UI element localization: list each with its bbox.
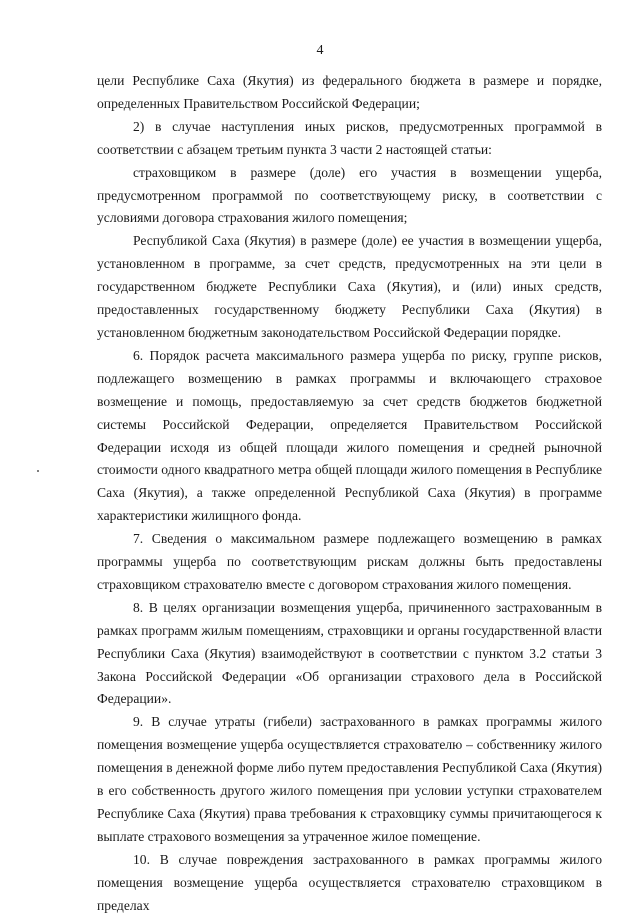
scan-speck — [37, 470, 39, 472]
paragraph-continuation: цели Республике Саха (Якутия) из федерального бюджета в размере и порядке, определенных Правительством Российской Федерации; — [97, 73, 602, 111]
paragraph-insurer-share: страховщиком в размере (доле) его участия в возмещении ущерба, предусмотренном программой по соответствующему риску, в соответствии с условиями договора страхования жилого помещения; — [97, 164, 602, 226]
paragraph-7: 7. Сведения о максимальном размере подлежащего возмещению в рамках программы ущерба по соответствующим рискам должны быть предоставлены страховщиком страхователю вместе с договором страхования жилого помещения. — [97, 531, 602, 592]
paragraph-10: 10. В случае повреждения застрахованного в рамках программы жилого помещения возмещение ущерба осуществляется страхователю страховщиком в пределах — [97, 851, 602, 913]
paragraph-8: 8. В целях организации возмещения ущерба, причиненного застрахованным в рамках программ жилым помещениям, страховщики и органы государственной власти Республики Саха (Якутия) взаимодействуют в соответствии с пунктом 3.2 статьи 3 Закона Российской Федерации «Об организации страхового дела в Российской Федерации». — [97, 599, 602, 707]
page-number: 4 — [316, 43, 324, 58]
paragraph-republic-share: Республикой Саха (Якутия) в размере (доле) ее участия в возмещении ущерба, установленном в программе, за счет средств, предусмотренных на эти цели в государственном бюджете Республики Саха (Якутия), и (или) иных средств, предоставленных государственному бюджету Республики Саха (Якутия) в установленном бюджетным законодательством Российской Федерации порядке. — [97, 233, 602, 340]
paragraph-6: 6. Порядок расчета максимального размера ущерба по риску, группе рисков, подлежащего возмещению в рамках программы и включающего страховое возмещение и помощь, предоставляемую за счет средств бюджетов бюджетной системы Российской Федерации, определяется Правительством Российской Федерации исходя из общей площади жилого помещения и средней рыночной стоимости одного квадратного метра общей площади жилого помещения в Республике Саха (Якутия), а также определенной Республикой Саха (Якутия) в программе характеристики жилищного фонда. — [97, 347, 602, 524]
paragraph-item-2: 2) в случае наступления иных рисков, предусмотренных программой в соответствии с абзацем третьим пункта 3 части 2 настоящей статьи: — [97, 118, 602, 157]
document-body — [97, 70, 602, 918]
paragraph-9: 9. В случае утраты (гибели) застрахованного в рамках программы жилого помещения возмещение ущерба осуществляется страхователю – собственнику жилого помещения в денежной форме либо путем предоставления Республикой Саха (Якутия) в его собственность другого жилого помещения при условии уступки страхователем Республике Саха (Якутия) права требования к страховщику суммы причитающегося к выплате страхового возмещения за утраченное жилое помещение. — [97, 714, 602, 844]
